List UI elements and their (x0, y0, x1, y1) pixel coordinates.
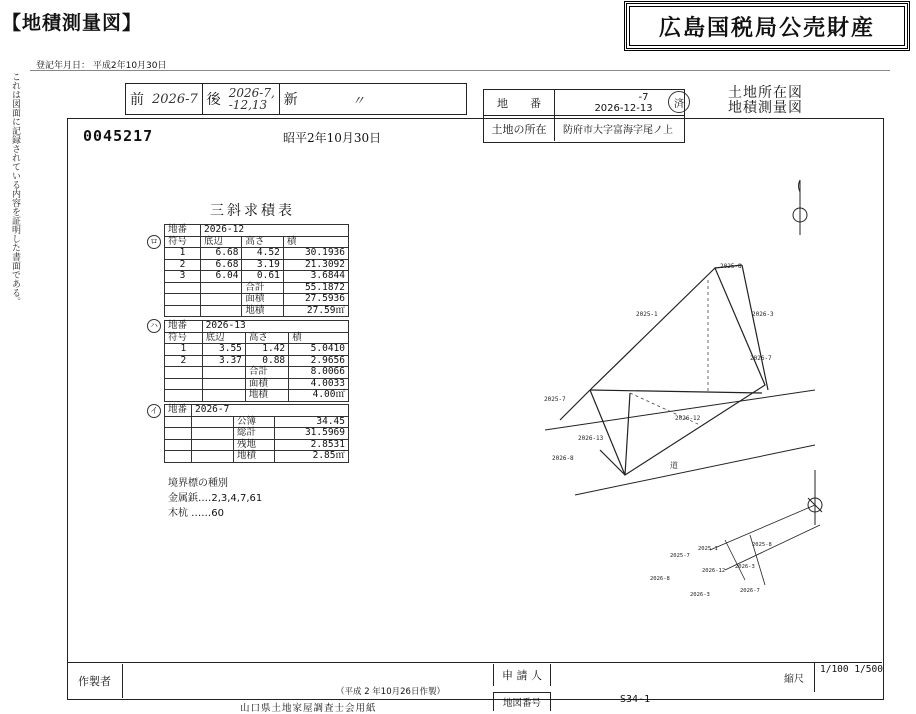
lot-boundaries (560, 265, 768, 475)
legend-metal: 金属鋲‥‥2,3,4,7,61 (168, 493, 263, 504)
new-label: 新 (283, 92, 298, 108)
label-2025-1: 2025-1 (636, 311, 658, 318)
label-2026-7: 2026-7 (750, 355, 772, 362)
col-header: 高さ (242, 236, 283, 248)
table-row: 地積 2.85㎡ (165, 451, 349, 463)
map-number-value: S34-1 (620, 694, 651, 705)
processed-seal-icon: 済 (668, 91, 690, 113)
table-row: 公簿 34.45 (165, 416, 349, 428)
inset-label: 2026-12 (702, 568, 726, 574)
table2-marker: ハ (147, 319, 161, 333)
stamp-date: 昭平2年10月30日 (283, 131, 382, 145)
col-header: 符号 (165, 236, 201, 248)
table-row: 2 3.37 0.88 2.9656 (165, 355, 349, 367)
map-number-label: 地図番号 (493, 692, 551, 711)
page-title: 【地積測量図】 (2, 12, 143, 34)
col-header: 積 (289, 332, 349, 344)
table-row: 3 6.04 0.61 3.6844 (165, 271, 349, 283)
table3-lot: 2026-7 (192, 405, 349, 417)
legend-wood: 木杭 ‥‥‥60 (168, 508, 224, 519)
after-label: 後 (206, 92, 221, 108)
lot-number-label: 地 番 (484, 90, 555, 115)
prepared-date: （平成 2 年10月26日作製） (336, 687, 445, 697)
area-table-2 (164, 320, 349, 402)
inset-label: 2026-7 (740, 588, 760, 594)
document-number: 0045217 (83, 127, 154, 145)
road-label: 道 (670, 461, 678, 470)
table3-marker: イ (147, 404, 161, 418)
label-2026-3: 2026-3 (752, 311, 774, 318)
inset-label: 2025-7 (670, 553, 690, 559)
table-row: 面積 4.0033 (165, 378, 349, 390)
table1-marker: ロ (147, 235, 161, 249)
before-label: 前 (130, 92, 144, 108)
table-row: 合計 8.0066 (165, 367, 349, 379)
north-arrow-icon (793, 180, 807, 235)
table-row: 1 6.68 4.52 30.1936 (165, 248, 349, 260)
inset-label: 2026-3 (735, 564, 755, 570)
table-row: 総計 31.5969 (165, 428, 349, 440)
document-title (728, 86, 803, 116)
road-lines (545, 390, 815, 495)
label-2026-8: 2026-8 (552, 455, 574, 462)
applicant-label: 申 請 人 (493, 664, 551, 686)
lot-number-1: -7 (638, 91, 649, 103)
doc-title-line-1: 土地所在図 (728, 85, 803, 101)
lot-label: 地番 (165, 321, 203, 333)
table-row: 2 6.68 3.19 21.3092 (165, 259, 349, 271)
lot-label: 地番 (165, 405, 192, 417)
col-header: 高さ (245, 332, 288, 344)
lot-history-box (125, 83, 467, 115)
table2-lot: 2026-13 (202, 321, 348, 333)
label-2026-12: 2026-12 (675, 415, 701, 422)
table1-lot: 2026-12 (201, 225, 349, 237)
register-date: 登記年月日： 平成2年10月30日 (36, 61, 167, 71)
author-label: 作製者 (67, 664, 123, 698)
table-row: 残地 2.8531 (165, 439, 349, 451)
triangulation-table-title: 三斜求積表 (210, 203, 295, 219)
after-value-1: 2026-7, (228, 86, 275, 100)
lot-number-2: 2026-12-13 (594, 102, 653, 114)
legend-title: 境界標の種別 (168, 478, 228, 489)
table-row: 地積 4.00㎡ (165, 390, 349, 402)
inset-label: 2025-8 (752, 542, 772, 548)
footer-row (67, 662, 882, 699)
table-row: 合計 55.1872 (165, 282, 349, 294)
address-label: 土地の所在 (484, 116, 555, 141)
north-arrow-icon (808, 470, 822, 525)
table-row: 地積 27.59㎡ (165, 305, 349, 317)
col-header: 符号 (165, 332, 203, 344)
land-info-box (483, 89, 685, 143)
area-table-3 (164, 404, 349, 463)
paper-issuer: 山口県土地家屋調査士会用紙 (240, 703, 377, 714)
public-sale-badge: 広島国税局公売財産 (624, 1, 910, 51)
inset-label: 2025-1 (698, 546, 718, 552)
label-2026-13: 2026-13 (578, 435, 604, 442)
area-table-1 (164, 224, 349, 317)
col-header: 底辺 (201, 236, 242, 248)
scale-value: 1/100 1/500 (820, 664, 883, 675)
scale-label: 縮尺 (784, 674, 804, 685)
boundary-marker-legend (168, 476, 262, 521)
col-header: 積 (283, 236, 348, 248)
doc-title-line-2: 地積測量図 (728, 100, 803, 116)
lot-label: 地番 (165, 225, 201, 237)
new-value: 〃 (351, 93, 365, 109)
lot-survey-drawing (470, 150, 880, 620)
inset-label: 2026-3 (690, 592, 710, 598)
address-value: 防府市大字富海字尾ノ上 (563, 125, 673, 136)
label-2025-8: 2025-8 (720, 263, 742, 270)
table-row: 1 3.55 1.42 5.0410 (165, 344, 349, 356)
label-2025-7: 2025-7 (544, 396, 566, 403)
col-header: 底辺 (202, 332, 245, 344)
before-value: 2026-7 (152, 91, 198, 107)
after-value-2: -12,13 (228, 98, 268, 112)
certification-note: これは図面に記録されている内容を証明した書面である。 (10, 72, 20, 306)
table-row: 面積 27.5936 (165, 294, 349, 306)
inset-label: 2026-8 (650, 576, 670, 582)
